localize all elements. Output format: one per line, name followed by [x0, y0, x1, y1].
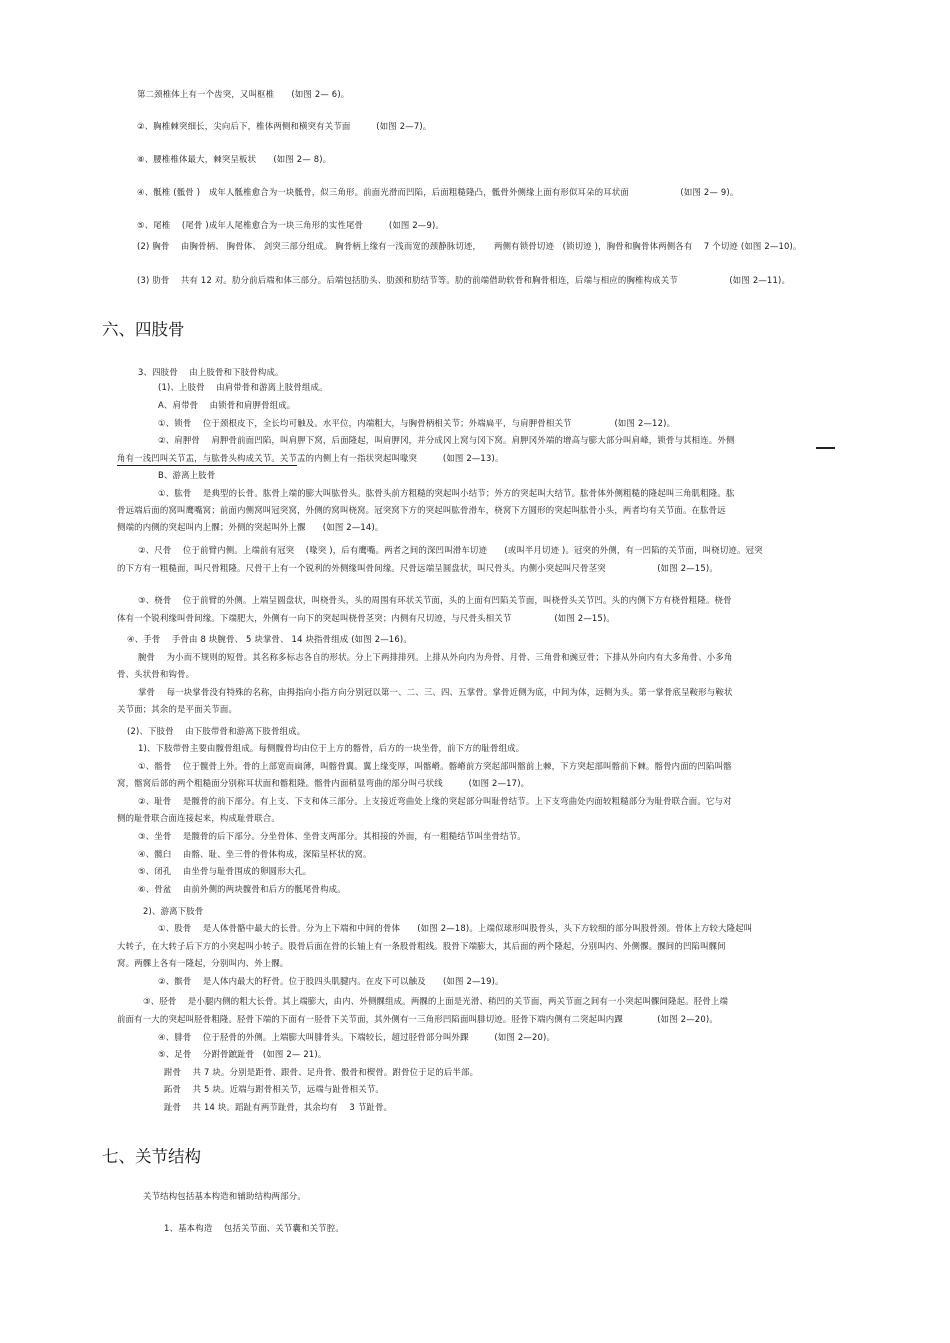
text-line: (3) 肋骨 共有 12 对。肋分前后端和体三部分。后端包括肋头、肋颈和肋结节等。肋的前端借助软骨和胸骨相连，后端与相应的胸椎构成关节 (如图 2—11)。 — [137, 275, 791, 285]
text-line: ⑤、足骨 分跗骨蹠趾骨 (如图 2— 21)。 — [158, 1049, 327, 1059]
text-line: 关节面；其余的是平面关节面。 — [117, 704, 238, 714]
underline-rule — [117, 465, 297, 466]
text-line: 1、基本构造 包括关节面、关节囊和关节腔。 — [164, 1223, 344, 1233]
text-line: ①、股骨 是人体骨骼中最大的长骨。分为上下端和中间的骨体 (如图 2—18)。上端似球形叫股骨头，头下方较细的部分叫股骨颈。骨体上方较大隆起叫 — [158, 923, 753, 933]
text-line: 前面有一大的突起叫胫骨粗隆。胫骨下端的下面有一胫骨下关节面，其外侧有一三角形凹陷面叫腓切迹。胫骨下端内侧有二突起叫内踝 (如图 2—20)。 — [117, 1014, 718, 1024]
text-line: 趾骨 共 14 块。蹈趾有两节趾骨，其余均有 3 节趾骨。 — [164, 1102, 393, 1112]
text-line: B、游离上肢骨 — [158, 470, 216, 480]
text-line: ④、腓骨 位于胫骨的外侧。上端膨大叫腓骨头。下端较长，超过胫骨部分叫外踝 (如图 2—20)。 — [158, 1032, 556, 1042]
text-line: ④、髋臼 由髂、耻、坐三骨的骨体构成，深陷呈杯状的窝。 — [138, 849, 372, 859]
text-line: ④、手骨 手骨由 8 块腕骨、 5 块掌骨、 14 块指骨组成 (如图 2—16)。 — [127, 634, 412, 644]
text-line: 体有一个锐利缘叫骨间缘。下端肥大，外侧有一向下的突起叫桡骨茎突；内侧有尺切迹，与尺骨头相关节 (如图 2—15)。 — [117, 613, 616, 623]
text-line: ⑤、尾椎 (尾骨 )成年人尾椎愈合为一块三角形的实性尾骨 (如图 2—9)。 — [137, 220, 445, 230]
text-line: 窝，髂窝后部的两个粗糙面分别称耳状面和髂粗隆。髂骨内面稍显弯曲的部分叫弓状线 (如图 2—17)。 — [117, 778, 530, 788]
text-line: ⑧、腰椎椎体最大，棘突呈板状 (如图 2— 8)。 — [137, 154, 332, 164]
text-line: 跗骨 共 7 块。分别是距骨、跟骨、足舟骨、骰骨和楔骨。跗骨位于足的后半部。 — [164, 1067, 479, 1077]
text-line: ②、肩胛骨 肩胛骨前面凹陷，叫肩胛下窝，后面隆起，叫肩胛冈，并分成冈上窝与冈下窝。肩胛冈外端的增高与膨大部分叫肩峰，锁骨与其相连。外侧 — [158, 435, 735, 445]
text-line: 的下方有一粗糙面，叫尺骨粗隆。尺骨干上有一个锐利的外侧缘叫骨间缘。尺骨远端呈圆盘状，叫尺骨头。内侧小突起叫尺骨茎突 (如图 2—15)。 — [117, 563, 718, 573]
section-heading-joint-structure: 七、关节结构 — [102, 1147, 201, 1166]
text-line: A、肩带骨 由锁骨和肩胛骨组成。 — [158, 400, 296, 410]
text-line: 大转子，在大转子后下方的小突起叫小转子。股骨后面在骨的长轴上有一条股骨粗线。股骨下端膨大，其后面的两个隆起，分别叫内、外侧髁。髁间的凹陷叫髁间 — [117, 941, 726, 951]
text-line: 腕骨 为小而不规则的短骨。其名称多标志各自的形状。分上下两排排列。上排从外向内为舟骨、月骨、三角骨和豌豆骨；下排从外向内有大多角骨、小多角 — [138, 652, 733, 662]
text-line: ④、骶椎 (骶骨 ) 成年人骶椎愈合为一块骶骨，似三角形。前面光滑而凹陷，后面粗糙隆凸，骶骨外侧缘上面有形似耳朵的耳状面 (如图 2— 9)。 — [137, 187, 739, 197]
margin-dash — [816, 447, 835, 449]
text-line: ③、坐骨 是髋骨的后下部分。分坐骨体、坐骨支两部分。其相接的外面，有一粗糙结节叫坐骨结节。 — [138, 831, 526, 841]
text-line: 骨、头状骨和钩骨。 — [117, 669, 195, 679]
text-line: ②、耻骨 是髋骨的前下部分。有上支、下支和体三部分。上支接近弯曲处上缘的突起部分叫耻骨结节。上下支弯曲处内面较粗糙部分为耻骨联合面。它与对 — [138, 796, 732, 806]
text-line: ③、胫骨 是小腿内侧的粗大长骨。其上端膨大，由内、外侧髁组成。两髁的上面是光滑、稍凹的关节面，两关节面之间有一小突起叫髁间隆起。胫骨上端 — [143, 996, 729, 1006]
text-line: 3、四肢骨 由上肢骨和下肢骨构成。 — [138, 367, 284, 377]
text-line: 掌骨 每一块掌骨没有特殊的名称，由拇指向小指方向分别冠以第一、二、三、四、五掌骨。掌骨近侧为底，中间为体，远侧为头。第一掌骨底呈鞍形与鞍状 — [138, 687, 733, 697]
text-line: 侧端的内侧的突起叫内上髁；外侧的突起叫外上髁 (如图 2—14)。 — [117, 522, 384, 532]
section-heading-limb-bones: 六、四肢骨 — [102, 320, 185, 339]
text-line: ①、肱骨 是典型的长骨。肱骨上端的膨大叫肱骨头。肱骨头前方粗糙的突起叫小结节；外方的突起叫大结节。肱骨体外侧粗糙的隆起叫三角肌粗隆。肱 — [158, 488, 735, 498]
text-line: (1)、上肢骨 由肩带骨和游离上肢骨组成。 — [158, 382, 328, 392]
text-line: ③、桡骨 位于前臂的外侧。上端呈圆盘状，叫桡骨头，头的周围有环状关节面，头的上面有凹陷关节面，叫桡骨头关节凹。头的内侧下方有桡骨粗隆。桡骨 — [138, 595, 732, 605]
text-line: ⑥、骨盆 由前外侧的两块髋骨和后方的骶尾骨构成。 — [138, 884, 346, 894]
text-line: 关节结构包括基本构造和辅助结构两部分。 — [143, 1191, 306, 1201]
text-line: (2)、下肢骨 由下肢带骨和游离下肢骨组成。 — [127, 726, 306, 736]
text-line: 跖骨 共 5 块。近端与跗骨相关节，远端与趾骨相关节。 — [164, 1084, 384, 1094]
text-line: ①、髂骨 位于髋骨上外。骨的上部宽而扁薄，叫髂骨翼。翼上缘变厚，叫髂嵴。髂嵴前方突起部叫髂前上棘，下方突起部叫髂前下棘。髂骨内面的凹陷叫髂 — [138, 761, 732, 771]
text-line: 角有一浅凹叫关节盂，与肱骨头构成关节。关节盂的内侧上有一指状突起叫喙突 (如图 2—13)。 — [117, 453, 504, 463]
text-line: 第二颈椎体上有一个齿突，又叫枢椎 (如图 2— 6)。 — [137, 89, 350, 99]
text-line: ⑤、闭孔 由坐骨与耻骨围成的卵圆形大孔。 — [138, 866, 312, 876]
text-line: 骨远端后面的窝叫鹰嘴窝；前面内侧窝叫冠突窝，外侧的窝叫桡窝。冠突窝下方的突起叫肱骨滑车，桡窝下方圆形的突起叫肱骨小头，两者均有关节面。在肱骨远 — [117, 505, 726, 515]
text-line: 2)、游离下肢骨 — [143, 906, 204, 916]
text-line: ②、尺骨 位于前臂内侧。上端前有冠突 (喙突 )，后有鹰嘴。两者之间的深凹叫滑车切迹 (或叫半月切迹 )。冠突的外侧，有一凹陷的关节面，叫桡切迹。冠突 — [138, 545, 763, 555]
text-line: ①、锁骨 位于颈根皮下，全长均可触及。水平位，内端粗大，与胸骨柄相关节；外端扁平，与肩胛骨相关节 (如图 2—12)。 — [158, 418, 676, 428]
text-line: (2) 胸骨 由胸骨柄、 胸骨体、 剑突三部分组成。 胸骨柄上缘有一浅而宽的颈静脉切迹， 两侧有锁骨切迹 (锁切迹 )，胸骨和胸骨体两侧各有 7 个切迹 (如图 2—10)。 — [137, 241, 802, 251]
text-line: 窝。两髁上各有一隆起，分别叫内、外上髁。 — [117, 958, 289, 968]
text-line: 侧的耻骨联合面连接起来，构成耻骨联合。 — [117, 813, 280, 823]
text-line: 1)、下肢带骨主要由髋骨组成。每侧髋骨均由位于上方的髂骨，后方的一块坐骨，前下方的耻骨组成。 — [138, 743, 525, 753]
text-line: ②、髌骨 是人体内最大的籽骨。位于股四头肌腱内。在皮下可以触及 (如图 2—19)。 — [158, 976, 504, 986]
text-line: ②、胸椎棘突细长，尖向后下，椎体两侧和横突有关节面 (如图 2—7)。 — [137, 121, 432, 131]
